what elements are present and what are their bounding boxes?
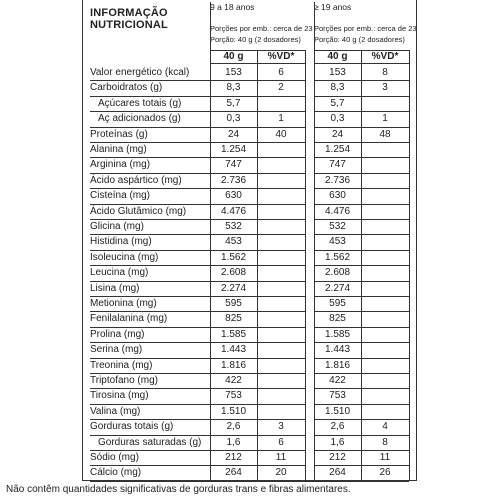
portion-info-1 [210, 23, 313, 45]
amount-9-18: 0,3 [226, 113, 241, 125]
amount-19-plus: 2.608 [324, 267, 351, 279]
amount-9-18: 2,6 [226, 421, 241, 433]
table-row [82, 127, 417, 142]
amount-9-18: 1.510 [220, 405, 247, 417]
row-rule-label [90, 327, 210, 328]
amount-9-18: 630 [225, 190, 242, 202]
amount-9-18: 753 [225, 390, 242, 402]
amount-19-plus: 8,3 [330, 82, 345, 94]
table-row [82, 373, 417, 388]
amount-9-18: 4.476 [220, 205, 247, 217]
col-rule-group-1-left [210, 2, 211, 481]
vd-19-plus: 8 [382, 67, 388, 78]
row-rule-label [90, 435, 210, 436]
nutrition-facts-table [82, 0, 417, 500]
vd-9-18: 20 [275, 467, 287, 479]
row-rule-label [90, 388, 210, 389]
amount-19-plus: 753 [329, 390, 346, 402]
footer-note: Não contêm quantidades significativas de gorduras trans e fibras alimentares. [6, 484, 351, 495]
nutrient-label: Ácido aspártico (mg) [90, 174, 182, 186]
amount-19-plus: 0,3 [330, 113, 345, 125]
amount-9-18: 264 [225, 467, 242, 479]
row-rule-label [90, 342, 210, 343]
table-row [82, 157, 417, 172]
table-row [82, 342, 417, 357]
amount-19-plus: 2.736 [324, 174, 351, 186]
row-rule-label [90, 96, 210, 97]
table-row [82, 173, 417, 188]
col-rule-group-2-left [314, 2, 315, 481]
row-rule-label [90, 358, 210, 359]
header-vd-2: %VD* [371, 51, 399, 62]
amount-19-plus: 24 [331, 128, 344, 140]
nutrient-label: Isoleucina (mg) [90, 251, 159, 263]
nutrient-label: Tirosina (mg) [90, 390, 149, 402]
portion-info-2 [314, 23, 417, 45]
table-row [82, 142, 417, 157]
row-rule-label [90, 296, 210, 297]
nutrient-label: Cálcio (mg) [90, 467, 142, 479]
portions-per-package-2: Porções por emb.: cerca de 23 [314, 24, 417, 33]
row-rule-label [90, 127, 210, 128]
header-amount-2: 40 g [327, 51, 348, 62]
row-rule-label [90, 111, 210, 112]
nutrient-label: Cisteína (mg) [90, 190, 151, 202]
table-title [90, 7, 168, 31]
amount-19-plus: 212 [329, 452, 346, 463]
row-rule-label [90, 250, 210, 251]
amount-9-18: 1.562 [220, 251, 247, 263]
header-amount-1: 40 g [223, 51, 244, 62]
amount-19-plus: 1.510 [324, 405, 351, 417]
nutrient-label: Gorduras saturadas (g) [98, 436, 202, 448]
table-row [82, 80, 417, 95]
row-rule-label [90, 311, 210, 312]
vd-9-18: 1 [278, 113, 284, 125]
vd-19-plus: 26 [379, 467, 391, 479]
nutrient-label: Aç adicionados (g) [98, 113, 181, 125]
row-rule-label [90, 281, 210, 282]
nutrient-label: Carboidratos (g) [90, 82, 163, 94]
vd-19-plus: 11 [379, 452, 391, 463]
nutrient-label: Ácido Glutâmico (mg) [90, 205, 187, 217]
nutrient-label: Alanina (mg) [90, 144, 147, 155]
amount-19-plus: 1.254 [324, 144, 351, 155]
frame-right-border [416, 0, 417, 480]
header-vd-1: %VD* [267, 51, 295, 62]
nutrient-label: Glicina (mg) [90, 221, 144, 232]
row-rule-label [90, 142, 210, 143]
amount-19-plus: 825 [329, 313, 346, 325]
table-row [82, 188, 417, 203]
row-rule-label [90, 450, 210, 451]
vd-19-plus: 4 [382, 421, 388, 433]
amount-19-plus: 264 [329, 467, 346, 479]
amount-19-plus: 1.585 [324, 328, 351, 340]
table-row [82, 388, 417, 403]
row-rule-label [90, 373, 210, 374]
col-rule-group-1-right [305, 50, 306, 481]
amount-9-18: 1.816 [220, 359, 247, 371]
amount-9-18: 153 [225, 67, 242, 78]
row-rule-label [90, 188, 210, 189]
age-group-1: 9 a 18 anos [210, 2, 255, 12]
row-rule-label [90, 80, 210, 81]
amount-9-18: 2.274 [220, 282, 247, 294]
amount-9-18: 453 [225, 236, 242, 248]
table-row [82, 204, 417, 219]
title-line-2: NUTRICIONAL [90, 19, 168, 31]
col-rule-group-1-mid [257, 50, 258, 481]
row-rule-label [90, 204, 210, 205]
amount-19-plus: 1,6 [330, 436, 345, 448]
amount-9-18: 1,6 [226, 436, 241, 448]
nutrient-label: Treonina (mg) [90, 359, 153, 371]
nutrient-label: Serina (mg) [90, 344, 143, 356]
amount-19-plus: 422 [329, 375, 346, 386]
nutrient-label: Proteínas (g) [90, 128, 148, 140]
amount-9-18: 212 [225, 452, 242, 463]
table-row [82, 404, 417, 419]
table-row [82, 219, 417, 234]
vd-9-18: 3 [278, 421, 284, 433]
table-row [82, 358, 417, 373]
amount-9-18: 422 [225, 375, 242, 386]
nutrient-label: Histidina (mg) [90, 236, 152, 248]
amount-9-18: 24 [227, 128, 240, 140]
amount-19-plus: 1.443 [324, 344, 351, 356]
amount-9-18: 747 [225, 159, 242, 171]
table-row [82, 65, 417, 80]
table-row [82, 265, 417, 280]
vd-19-plus: 8 [382, 436, 388, 448]
vd-9-18: 2 [278, 82, 284, 94]
row-rule-label [90, 404, 210, 405]
table-row [82, 111, 417, 126]
nutrient-label: Leucina (mg) [90, 267, 149, 279]
vd-19-plus: 3 [382, 82, 388, 94]
portion-size-1: Porção: 40 g (2 dosadores) [210, 35, 301, 44]
amount-9-18: 532 [225, 221, 242, 232]
table-row [82, 250, 417, 265]
amount-19-plus: 453 [329, 236, 346, 248]
amount-19-plus: 2,6 [330, 421, 345, 433]
amount-19-plus: 630 [329, 190, 346, 202]
age-group-2: ≥ 19 anos [314, 2, 352, 12]
nutrient-label: Açúcares totais (g) [98, 97, 182, 109]
table-row [82, 419, 417, 434]
nutrient-label: Arginina (mg) [90, 159, 151, 171]
row-rule-label [90, 419, 210, 420]
nutrient-label: Prolina (mg) [90, 328, 145, 340]
row-rule-label [90, 173, 210, 174]
vd-19-plus: 1 [382, 113, 388, 125]
nutrient-label: Triptofano (mg) [90, 375, 158, 386]
table-row [82, 327, 417, 342]
amount-19-plus: 2.274 [324, 282, 351, 294]
nutrient-label: Valina (mg) [90, 405, 141, 417]
amount-9-18: 2.736 [220, 174, 247, 186]
amount-9-18: 595 [225, 298, 242, 309]
table-row [82, 296, 417, 311]
amount-19-plus: 532 [329, 221, 346, 232]
nutrient-label: Metionina (mg) [90, 298, 157, 309]
vd-9-18: 11 [275, 452, 287, 463]
title-line-1: INFORMAÇÃO [90, 7, 168, 19]
table-row [82, 450, 417, 465]
portion-size-2: Porção: 40 g (2 dosadores) [314, 35, 405, 44]
vd-9-18: 40 [275, 128, 287, 140]
vd-19-plus: 48 [379, 128, 391, 140]
table-row [82, 465, 417, 480]
row-rule-label [90, 265, 210, 266]
amount-19-plus: 595 [329, 298, 346, 309]
amount-9-18: 2.608 [220, 267, 247, 279]
vd-9-18: 6 [278, 436, 284, 448]
table-row [82, 96, 417, 111]
vd-9-18: 6 [278, 67, 284, 78]
nutrient-label: Lisina (mg) [90, 282, 140, 294]
row-rule-label [90, 219, 210, 220]
amount-9-18: 1.585 [220, 328, 247, 340]
table-bottom-rule [90, 481, 409, 482]
amount-9-18: 825 [225, 313, 242, 325]
amount-19-plus: 5,7 [330, 97, 345, 109]
amount-9-18: 1.254 [220, 144, 247, 155]
nutrient-label: Sódio (mg) [90, 452, 139, 463]
amount-9-18: 1.443 [220, 344, 247, 356]
amount-19-plus: 747 [329, 159, 346, 171]
table-row [82, 435, 417, 450]
nutrient-label: Valor energético (kcal) [90, 67, 190, 78]
portions-per-package-1: Porções por emb.: cerca de 23 [210, 24, 313, 33]
amount-19-plus: 153 [329, 67, 346, 78]
row-rule-label [90, 157, 210, 158]
amount-19-plus: 4.476 [324, 205, 351, 217]
table-row [82, 234, 417, 249]
col-rule-group-2-mid [361, 50, 362, 481]
amount-19-plus: 1.562 [324, 251, 351, 263]
amount-9-18: 5,7 [226, 97, 241, 109]
col-rule-group-2-right [409, 50, 410, 481]
table-row [82, 281, 417, 296]
nutrient-label: Gorduras totais (g) [90, 421, 174, 433]
row-rule-label [90, 465, 210, 466]
table-row [82, 311, 417, 326]
amount-19-plus: 1.816 [324, 359, 351, 371]
frame-left-border [82, 0, 83, 480]
nutrient-label: Fenilalanina (mg) [90, 313, 168, 325]
amount-9-18: 8,3 [226, 82, 241, 94]
row-rule-label [90, 234, 210, 235]
